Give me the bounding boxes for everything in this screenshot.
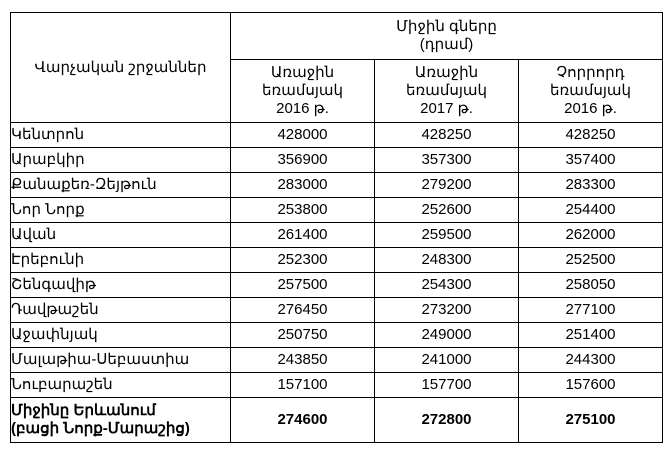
quarter-header-1-line2: եռամսյակ	[261, 82, 344, 99]
quarter-header-1-line1: Առաջին	[270, 64, 335, 81]
district-name: Շենգավիթ	[11, 273, 231, 298]
district-name: Դավթաշեն	[11, 298, 231, 323]
price-table	[10, 12, 663, 443]
value-q1-2017: 279200	[375, 173, 519, 198]
value-q1-2017: 428250	[375, 123, 519, 148]
average-prices-header	[231, 13, 663, 60]
value-q1-2016: 261400	[231, 223, 375, 248]
value-q4-2016: 283300	[519, 173, 663, 198]
table-row	[11, 148, 663, 173]
value-q4-2016: 252500	[519, 248, 663, 273]
table-row	[11, 348, 663, 373]
value-q4-2016: 258050	[519, 273, 663, 298]
value-q4-2016: 251400	[519, 323, 663, 348]
value-q1-2017: 157700	[375, 373, 519, 398]
table-row	[11, 198, 663, 223]
quarter-header-3-line1: Չորրորդ	[556, 64, 625, 81]
quarter-header-3-line2: եռամսյակ	[549, 82, 632, 99]
value-q1-2016: 257500	[231, 273, 375, 298]
district-rows	[11, 123, 663, 443]
value-q4-2016: 277100	[519, 298, 663, 323]
district-column-header: Վարչական շրջաններ	[11, 13, 231, 123]
value-q4-2016: 157600	[519, 373, 663, 398]
quarter-header-2-line2: եռամսյակ	[405, 82, 488, 99]
district-name: Աջափնյակ	[11, 323, 231, 348]
district-name: Քանաքեռ-Զեյթուն	[11, 173, 231, 198]
quarter-header-2-line1: Առաջին	[414, 64, 479, 81]
value-q1-2016: 250750	[231, 323, 375, 348]
quarter-header-2-line3: 2017 թ.	[420, 100, 473, 117]
table-row	[11, 223, 663, 248]
table-row	[11, 323, 663, 348]
value-q1-2016: 428000	[231, 123, 375, 148]
average-prices-title: Միջին գները	[396, 18, 497, 35]
value-q4-2016: 262000	[519, 223, 663, 248]
district-name: Ավան	[11, 223, 231, 248]
value-q1-2017: 241000	[375, 348, 519, 373]
value-q1-2016: 356900	[231, 148, 375, 173]
table-row	[11, 173, 663, 198]
quarter-header-2	[375, 60, 519, 123]
value-q1-2017: 357300	[375, 148, 519, 173]
quarter-header-3-line3: 2016 թ.	[564, 100, 617, 117]
value-q1-2016: 283000	[231, 173, 375, 198]
table-row	[11, 298, 663, 323]
value-q1-2017: 252600	[375, 198, 519, 223]
quarter-header-3	[519, 60, 663, 123]
table-row	[11, 123, 663, 148]
district-name: Նոր Նորք	[11, 198, 231, 223]
district-name: Մալաթիա-Սեբաստիա	[11, 348, 231, 373]
average-label-line1: Միջինը Երևանում	[11, 402, 156, 419]
value-q1-2016: 243850	[231, 348, 375, 373]
value-q4-2016: 428250	[519, 123, 663, 148]
value-q4-2016: 357400	[519, 148, 663, 173]
value-q1-2016: 253800	[231, 198, 375, 223]
district-name: Էրեբունի	[11, 248, 231, 273]
value-q1-2016: 276450	[231, 298, 375, 323]
currency-unit: (դրամ)	[419, 36, 474, 53]
quarter-header-1-line3: 2016 թ.	[276, 100, 329, 117]
quarter-header-1	[231, 60, 375, 123]
average-label-line2: (բացի Նորք-Մարաշից)	[11, 420, 190, 437]
average-value-1: 274600	[231, 398, 375, 443]
value-q1-2017: 273200	[375, 298, 519, 323]
value-q1-2017: 249000	[375, 323, 519, 348]
table-row	[11, 373, 663, 398]
average-row-label	[11, 398, 231, 443]
average-value-3: 275100	[519, 398, 663, 443]
table-row	[11, 248, 663, 273]
district-name: Կենտրոն	[11, 123, 231, 148]
district-name: Արաբկիր	[11, 148, 231, 173]
value-q4-2016: 244300	[519, 348, 663, 373]
value-q1-2017: 259500	[375, 223, 519, 248]
value-q1-2017: 248300	[375, 248, 519, 273]
value-q1-2016: 157100	[231, 373, 375, 398]
average-row	[11, 398, 663, 443]
table-row	[11, 273, 663, 298]
value-q1-2017: 254300	[375, 273, 519, 298]
value-q4-2016: 254400	[519, 198, 663, 223]
value-q1-2016: 252300	[231, 248, 375, 273]
average-value-2: 272800	[375, 398, 519, 443]
district-name: Նուբարաշեն	[11, 373, 231, 398]
